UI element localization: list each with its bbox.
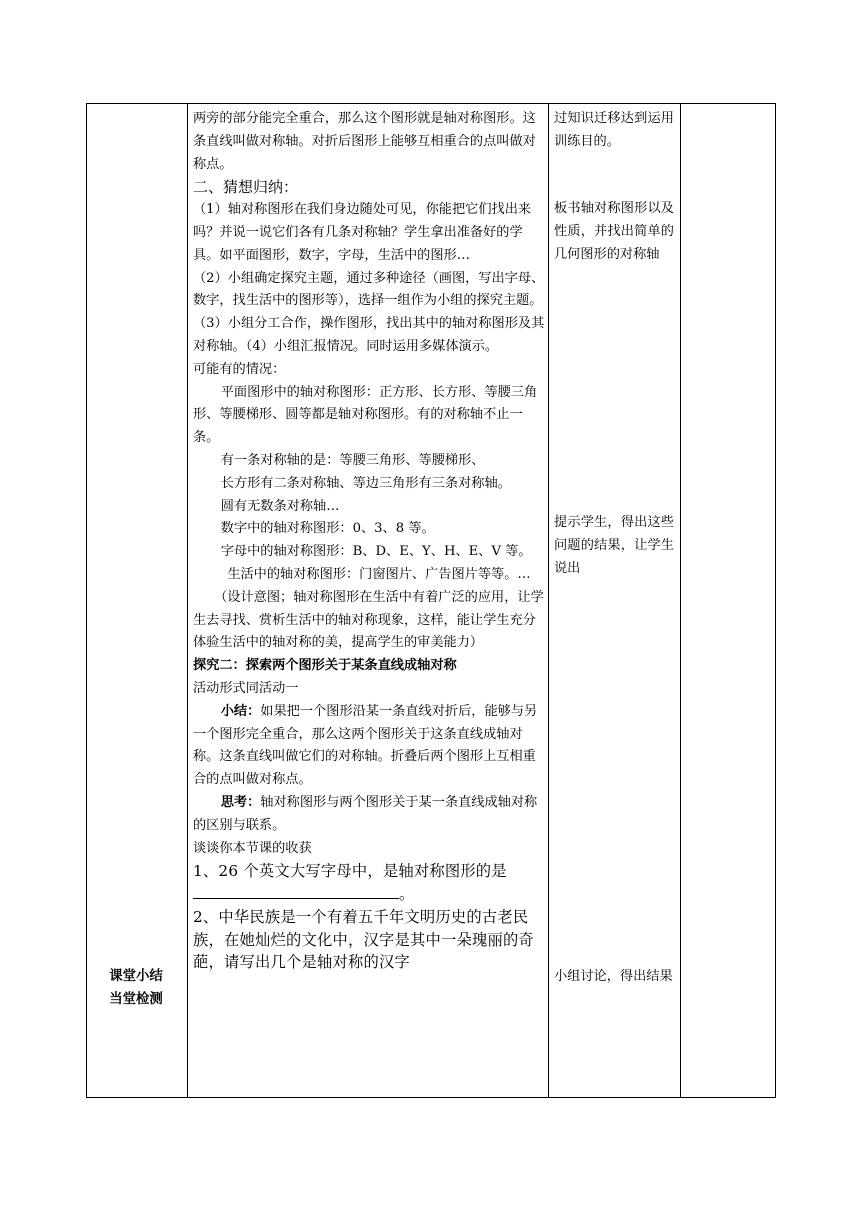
definition-paragraph: 两旁的部分能完全重合，那么这个图形就是轴对称图形。这条直线叫做对称轴。对折后图形上能够互相重合的点叫做对称点。 (193, 111, 536, 172)
column-divider (548, 104, 549, 1097)
question-1: 1、26 个英文大写字母中，是轴对称图形的是 (193, 862, 507, 881)
column-divider (680, 104, 681, 1097)
case-digits: 数字中的轴对称图形：0、3、8 等。 (220, 521, 435, 537)
section-label-check: 当堂检测 (109, 991, 163, 1007)
answer-blank (193, 884, 399, 899)
think-text: 轴对称图形与两个图形关于某一条直线成轴对称的区别与联系。 (193, 794, 538, 833)
column-divider (187, 104, 188, 1097)
case-letters: 字母中的轴对称图形：B、D、E、Y、H、E、V 等。 (220, 544, 532, 560)
case-one-axis: 有一条对称轴的是：等腰三角形、等腰梯形、 (220, 452, 485, 468)
case-plane-figures: 平面图形中的轴对称图形：正方形、长方形、等腰三角形、等腰梯形、圆等都是轴对称图形。有的对称轴不止一条。 (193, 384, 538, 446)
case-daily-life: 生活中的轴对称图形：门窗图片、广告图片等等。… (227, 566, 531, 582)
note-knowledge-transfer: 过知识迁移达到运用训练目的。 (554, 111, 674, 149)
activity-step-2-4: （2）小组确定探究主题，通过多种途径（画图，写出字母、数字，找生活中的图形等），选择一组作为小组的探究主题。（3）小组分工合作，操作图形，找出其中的轴对称图形及其对称轴。（4）小组汇报情况。同时运用多媒体演示。 (193, 270, 545, 354)
note-group-discussion: 小组讨论，得出结果 (554, 969, 673, 984)
section-label-summary: 课堂小结 (109, 969, 163, 984)
question-1-end: 。 (399, 885, 415, 904)
teaching-content-cell (193, 108, 545, 974)
case-two-three-axes: 长方形有二条对称轴、等边三角形有三条对称轴。 (220, 475, 511, 491)
summary-label: 小结： (220, 703, 261, 719)
case-circle: 圆有无数条对称轴… (220, 498, 340, 514)
section-label-cell (91, 966, 181, 1012)
note-blackboard: 板书轴对称图形以及性质，并找出简单的几何图形的对称轴 (554, 201, 674, 262)
possible-cases-label: 可能有的情况： (193, 361, 286, 377)
explore-2-title: 探究二：探索两个图形关于某条直线成轴对称 (193, 658, 457, 674)
section-title-guess: 二、猜想归纳： (193, 178, 299, 197)
activity-step-1: （1）轴对称图形在我们身边随处可见，你能把它们找出来吗？并说一说它们各有几条对称轴？学生拿出准备好的学具。如平面图形，数字，字母，生活中的图形… (193, 202, 532, 263)
design-intent: （设计意图；轴对称图形在生活中有着广泛的应用，让学生去寻找、赏析生活中的轴对称现象，这样，能让学生充分体验生活中的轴对称的美，提高学生的审美能力） (193, 589, 544, 651)
lesson-plan-table (86, 103, 776, 1098)
summary-text: 如果把一个图形沿某一条直线对折后，能够与另一个图形完全重合，那么这两个图形关于这条直线成轴对称。这条直线叫做它们的对称轴。折叠后两个图形上互相重合的点叫做对称点。 (193, 703, 538, 788)
question-2: 2、中华民族是一个有着五千年文明历史的古老民族，在她灿烂的文化中，汉字是其中一朵瑰丽的奇葩，请写出几个是轴对称的汉字 (193, 907, 534, 972)
note-prompt-students: 提示学生，得出这些问题的结果，让学生说出 (554, 515, 674, 576)
reflection-prompt: 谈谈你本节课的收获 (193, 840, 312, 856)
activity-form-note: 活动形式同活动一 (193, 680, 299, 696)
think-label: 思考： (220, 794, 261, 810)
